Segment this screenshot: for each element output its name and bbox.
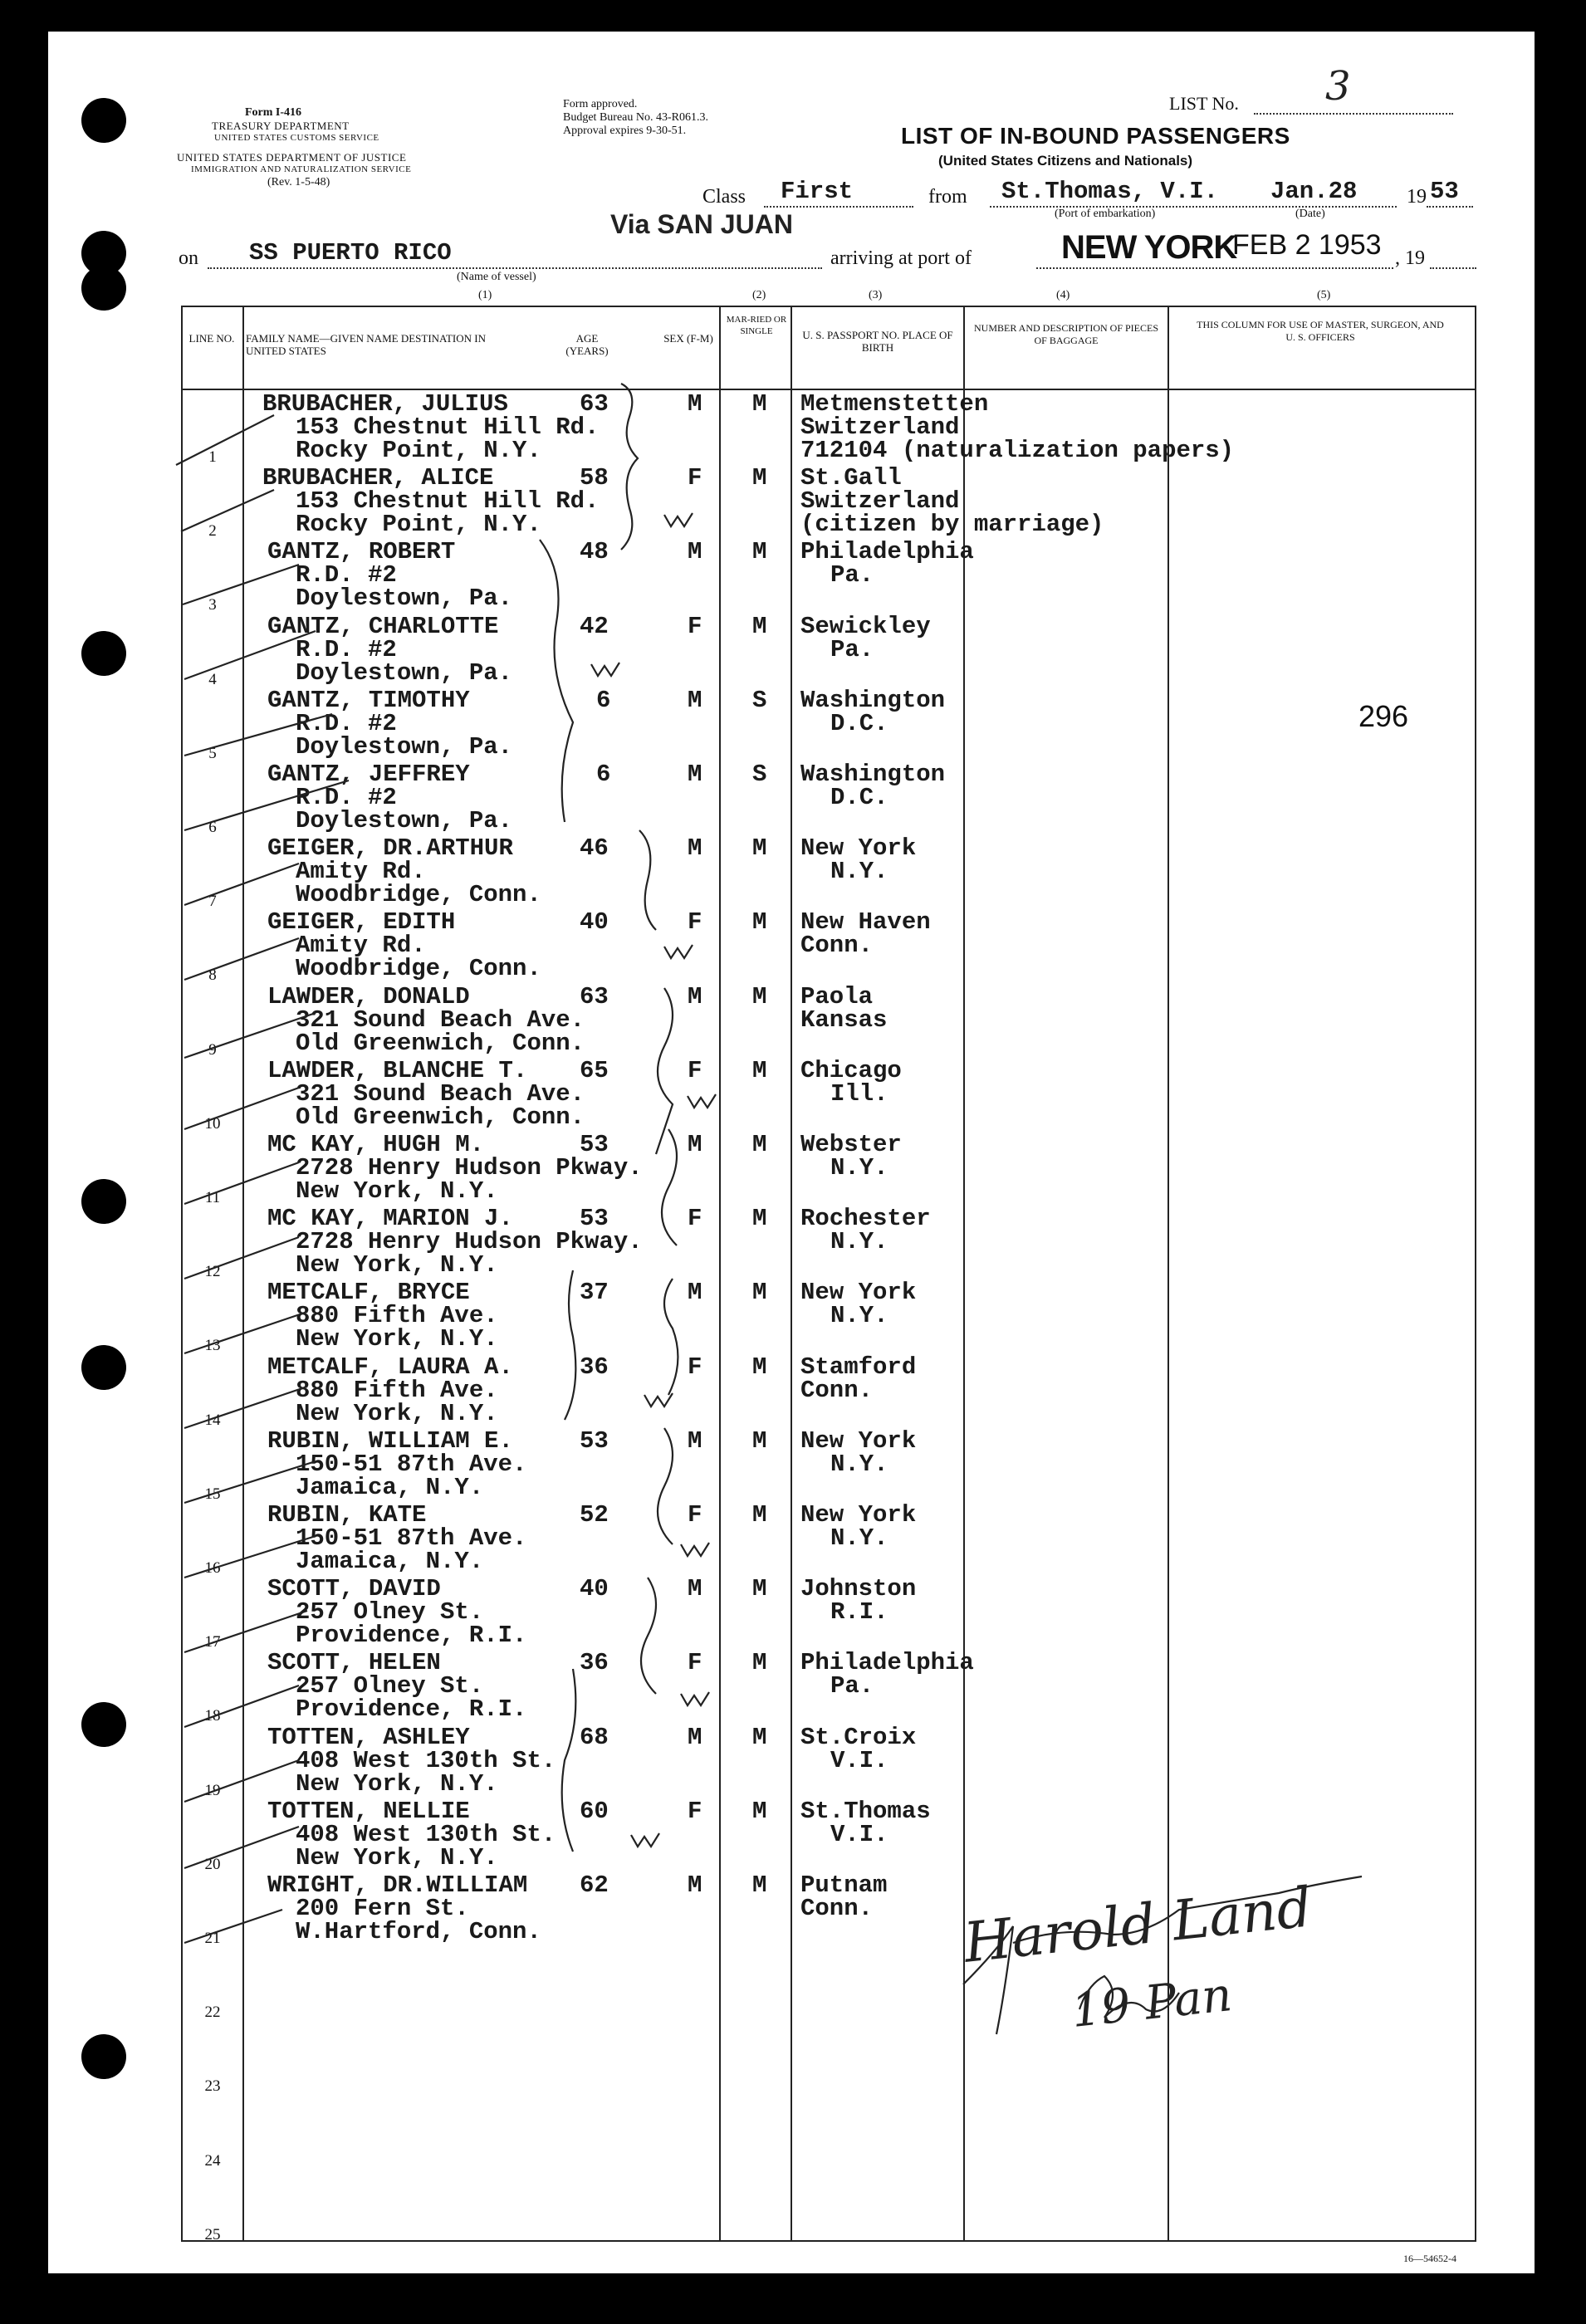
dept-immigration: IMMIGRATION AND NATURALIZATION SERVICE: [191, 164, 412, 174]
place-of-birth: St.Gall: [800, 464, 902, 492]
passenger-name: SCOTT, HELEN: [267, 1649, 441, 1677]
sex: F: [688, 1353, 702, 1381]
line-number: 5: [208, 744, 217, 762]
destination-street: 153 Chestnut Hill Rd.: [296, 413, 600, 441]
destination-city: Jamaica, N.Y.: [296, 1548, 484, 1575]
year2-prefix: , 19: [1395, 247, 1425, 269]
form-number: Form I-416: [245, 106, 302, 119]
line-number: 4: [208, 670, 217, 688]
sex: M: [688, 686, 702, 714]
place-of-birth: Chicago: [800, 1056, 902, 1084]
col-header-officers: THIS COLUMN FOR USE OF MASTER, SURGEON, AND U. S. OFFICERS: [1197, 319, 1444, 343]
place-of-birth-region: Pa.: [830, 561, 874, 590]
sex: F: [688, 612, 702, 640]
destination-street: 257 Olney St.: [296, 1672, 484, 1700]
sex: M: [688, 1131, 702, 1158]
destination-city: Jamaica, N.Y.: [296, 1473, 484, 1501]
marital-status: S: [752, 761, 767, 788]
sex: F: [688, 1205, 702, 1233]
form-subtitle: (United States Citizens and Nationals): [938, 153, 1193, 169]
embark-date: Jan.28: [1270, 178, 1358, 205]
port-of-embarkation: St.Thomas, V.I.: [1001, 178, 1219, 205]
embark-year: 53: [1430, 178, 1459, 205]
place-of-birth-region: Conn.: [800, 1895, 874, 1922]
destination-city: Providence, R.I.: [296, 1622, 527, 1650]
sex: M: [688, 390, 702, 418]
sex: M: [688, 1575, 702, 1603]
sex: M: [688, 1426, 702, 1455]
place-of-birth-region: Switzerland: [800, 487, 960, 516]
destination-city: New York, N.Y.: [296, 1769, 498, 1798]
line-number: 13: [204, 1337, 221, 1355]
destination-street: 2728 Henry Hudson Pkway.: [296, 1228, 643, 1256]
age: 6: [596, 686, 611, 714]
destination-street: R.D. #2: [296, 784, 397, 811]
dept-treasury: TREASURY DEPARTMENT: [212, 120, 350, 132]
list-no-label: LIST No.: [1169, 93, 1239, 114]
destination-street: Amity Rd.: [296, 858, 426, 886]
place-of-birth: New York: [800, 1501, 917, 1529]
place-of-birth: Washington: [800, 761, 946, 788]
line-number: 17: [204, 1633, 221, 1651]
arriving-label: arriving at port of: [830, 247, 972, 269]
passenger-name: BRUBACHER, ALICE: [262, 464, 494, 492]
place-of-birth-region: R.I.: [830, 1598, 888, 1627]
line-number: 9: [208, 1040, 217, 1059]
destination-city: New York, N.Y.: [296, 1251, 498, 1279]
age: 65: [580, 1056, 609, 1084]
line-number: 2: [208, 522, 217, 541]
approval-line-1: Form approved.: [563, 98, 638, 110]
age: 63: [580, 390, 609, 418]
col-header-line: LINE NO.: [188, 332, 235, 345]
col-header-passport: U. S. PASSPORT NO. PLACE OF BIRTH: [802, 329, 953, 354]
place-of-birth-region: N.Y.: [830, 1450, 888, 1478]
place-of-birth-region: Pa.: [830, 635, 874, 663]
marital-status: M: [752, 834, 767, 863]
col-num-4: (4): [1056, 289, 1070, 301]
col-header-name: FAMILY NAME—GIVEN NAME DESTINATION IN UNITED STATES: [246, 332, 487, 357]
line-number: 21: [204, 1930, 221, 1947]
passenger-name: GANTZ, TIMOTHY: [267, 686, 470, 714]
marital-status: M: [752, 612, 767, 640]
place-of-birth-region: N.Y.: [830, 1302, 888, 1330]
passenger-name: MC KAY, HUGH M.: [267, 1131, 485, 1158]
sex: F: [688, 908, 702, 937]
place-of-birth-region: V.I.: [830, 1746, 888, 1774]
marital-status: M: [752, 1056, 767, 1084]
marital-status: M: [752, 1279, 767, 1307]
col-num-5: (5): [1317, 289, 1331, 301]
destination-street: 321 Sound Beach Ave.: [296, 1079, 585, 1108]
line-number: 16: [204, 1559, 221, 1577]
approval-line-2: Budget Bureau No. 43-R061.3.: [563, 111, 708, 124]
line-number: 19: [204, 1781, 221, 1799]
age: 6: [596, 761, 611, 788]
passenger-name: SCOTT, DAVID: [267, 1575, 441, 1603]
line-number: 12: [204, 1263, 221, 1281]
dept-customs: UNITED STATES CUSTOMS SERVICE: [214, 133, 379, 143]
place-of-birth-region: N.Y.: [830, 1154, 888, 1182]
line-number: 18: [204, 1707, 221, 1725]
place-of-birth-region: N.Y.: [830, 858, 888, 886]
marital-status: M: [752, 390, 767, 418]
place-of-birth: Sewickley: [800, 612, 931, 640]
marital-status: M: [752, 1871, 767, 1899]
arrival-date-stamp: FEB 2 1953: [1232, 229, 1382, 261]
line-number: 15: [204, 1485, 221, 1503]
line-number: 6: [208, 819, 217, 836]
destination-city: New York, N.Y.: [296, 1177, 498, 1205]
passenger-name: TOTTEN, ASHLEY: [267, 1723, 470, 1751]
marital-status: M: [752, 1131, 767, 1158]
col-num-1: (1): [478, 289, 492, 301]
age: 36: [580, 1649, 609, 1677]
col-num-3: (3): [869, 289, 883, 301]
marital-status: M: [752, 1797, 767, 1825]
date-caption: (Date): [1295, 208, 1325, 220]
passenger-name: LAWDER, BLANCHE T.: [267, 1056, 528, 1084]
place-of-birth: Metmenstetten: [800, 390, 989, 418]
signature-date: 19 Pan: [1069, 1968, 1235, 2038]
arrival-port: NEW YORK: [1061, 229, 1237, 266]
year-prefix: 19: [1407, 186, 1427, 208]
passenger-name: LAWDER, DONALD: [267, 982, 470, 1010]
list-number: 3: [1325, 63, 1351, 110]
passenger-name: MC KAY, MARION J.: [267, 1205, 513, 1233]
place-of-birth-region: D.C.: [830, 784, 888, 811]
class-value: First: [781, 178, 854, 205]
sex: M: [688, 761, 702, 788]
marital-status: M: [752, 908, 767, 937]
line-number: 25: [204, 2225, 221, 2243]
destination-street: 153 Chestnut Hill Rd.: [296, 487, 600, 516]
place-of-birth: Putnam: [800, 1871, 888, 1899]
place-of-birth-region: V.I.: [830, 1820, 888, 1848]
place-of-birth-region: Pa.: [830, 1672, 874, 1700]
age: 62: [580, 1871, 609, 1899]
age: 40: [580, 908, 609, 937]
place-of-birth: New York: [800, 834, 917, 863]
marital-status: M: [752, 1501, 767, 1529]
destination-street: 150-51 87th Ave.: [296, 1524, 527, 1552]
margin-number: 296: [1358, 699, 1409, 733]
place-of-birth: New York: [800, 1279, 917, 1307]
passenger-name: RUBIN, WILLIAM E.: [267, 1426, 513, 1455]
destination-street: 2728 Henry Hudson Pkway.: [296, 1154, 643, 1182]
line-number: 20: [204, 1855, 221, 1873]
marital-status: M: [752, 464, 767, 492]
port-embark-caption: (Port of embarkation): [1055, 208, 1156, 220]
col-header-married: MAR-RIED OR SINGLE: [726, 315, 787, 336]
from-label: from: [928, 186, 967, 208]
age: 53: [580, 1426, 609, 1455]
passport-note: 712104 (naturalization papers): [800, 437, 1235, 464]
marital-status: M: [752, 982, 767, 1010]
place-of-birth-region: Conn.: [800, 932, 874, 960]
passenger-name: GANTZ, CHARLOTTE: [267, 612, 499, 640]
place-of-birth: Washington: [800, 686, 946, 714]
passenger-name: WRIGHT, DR.WILLIAM: [267, 1871, 528, 1899]
passenger-name: BRUBACHER, JULIUS: [262, 390, 508, 418]
place-of-birth: Stamford: [800, 1353, 917, 1381]
destination-street: 257 Olney St.: [296, 1598, 484, 1627]
age: 53: [580, 1205, 609, 1233]
age: 46: [580, 834, 609, 863]
place-of-birth: St.Thomas: [800, 1797, 931, 1825]
destination-street: 880 Fifth Ave.: [296, 1302, 498, 1330]
passenger-name: GANTZ, ROBERT: [267, 538, 456, 566]
col-header-age: AGE (YEARS): [565, 332, 609, 357]
sex: F: [688, 1797, 702, 1825]
place-of-birth-region: Ill.: [830, 1079, 888, 1108]
destination-street: R.D. #2: [296, 709, 397, 737]
passenger-name: GANTZ, JEFFREY: [267, 761, 470, 788]
on-label: on: [179, 247, 198, 269]
destination-city: Rocky Point, N.Y.: [296, 511, 541, 539]
col-header-baggage: NUMBER AND DESCRIPTION OF PIECES OF BAGGAGE: [973, 322, 1159, 346]
destination-city: New York, N.Y.: [296, 1325, 498, 1353]
destination-city: New York, N.Y.: [296, 1399, 498, 1427]
place-of-birth: New Haven: [800, 908, 931, 937]
destination-city: Doylestown, Pa.: [296, 807, 513, 834]
marital-status: M: [752, 1649, 767, 1677]
col-header-sex: SEX (F-M): [663, 332, 713, 345]
passenger-name: TOTTEN, NELLIE: [267, 1797, 470, 1825]
age: 68: [580, 1723, 609, 1751]
age: 53: [580, 1131, 609, 1158]
destination-city: Doylestown, Pa.: [296, 585, 513, 613]
line-number: 14: [204, 1411, 221, 1429]
line-number: 24: [204, 2151, 221, 2170]
passenger-name: METCALF, LAURA A.: [267, 1353, 513, 1381]
marital-status: M: [752, 1205, 767, 1233]
destination-street: R.D. #2: [296, 635, 397, 663]
line-number: 23: [204, 2077, 221, 2096]
form-revision: (Rev. 1-5-48): [267, 176, 330, 188]
vessel-name: SS PUERTO RICO: [249, 239, 452, 267]
line-number: 22: [204, 2004, 221, 2022]
age: 37: [580, 1279, 609, 1307]
sex: F: [688, 1056, 702, 1084]
destination-street: 880 Fifth Ave.: [296, 1376, 498, 1404]
destination-street: Amity Rd.: [296, 932, 426, 960]
marital-status: M: [752, 1426, 767, 1455]
passenger-name: GEIGER, EDITH: [267, 908, 456, 937]
age: 42: [580, 612, 609, 640]
sex: F: [688, 1649, 702, 1677]
destination-city: Woodbridge, Conn.: [296, 881, 541, 909]
vessel-caption: (Name of vessel): [457, 271, 536, 283]
via-stamp: Via SAN JUAN: [610, 209, 793, 239]
passenger-name: RUBIN, KATE: [267, 1501, 427, 1529]
destination-city: Rocky Point, N.Y.: [296, 437, 541, 464]
place-of-birth: New York: [800, 1426, 917, 1455]
destination-street: 150-51 87th Ave.: [296, 1450, 527, 1478]
passport-note: (citizen by marriage): [800, 511, 1104, 539]
place-of-birth-region: Switzerland: [800, 413, 960, 441]
place-of-birth-region: N.Y.: [830, 1524, 888, 1552]
place-of-birth-region: N.Y.: [830, 1228, 888, 1256]
destination-city: Doylestown, Pa.: [296, 732, 513, 761]
destination-city: Providence, R.I.: [296, 1695, 527, 1724]
age: 60: [580, 1797, 609, 1825]
place-of-birth: Webster: [800, 1131, 902, 1158]
sex: M: [688, 538, 702, 566]
destination-city: New York, N.Y.: [296, 1843, 498, 1871]
sex: M: [688, 982, 702, 1010]
destination-city: W.Hartford, Conn.: [296, 1918, 541, 1945]
approval-line-3: Approval expires 9-30-51.: [563, 125, 687, 137]
line-number: 1: [208, 448, 217, 466]
sex: M: [688, 834, 702, 863]
age: 48: [580, 538, 609, 566]
destination-city: Woodbridge, Conn.: [296, 955, 541, 983]
destination-street: 408 West 130th St.: [296, 1820, 556, 1848]
marital-status: M: [752, 538, 767, 566]
footer-code: 16—54652-4: [1403, 2253, 1456, 2264]
place-of-birth-region: D.C.: [830, 709, 888, 737]
dept-justice: UNITED STATES DEPARTMENT OF JUSTICE: [177, 151, 407, 164]
destination-city: Doylestown, Pa.: [296, 658, 513, 687]
marital-status: M: [752, 1353, 767, 1381]
sex: F: [688, 464, 702, 492]
destination-street: 408 West 130th St.: [296, 1746, 556, 1774]
age: 63: [580, 982, 609, 1010]
age: 40: [580, 1575, 609, 1603]
place-of-birth: Philadelphia: [800, 1649, 974, 1677]
place-of-birth: Rochester: [800, 1205, 931, 1233]
destination-street: R.D. #2: [296, 561, 397, 590]
passenger-name: METCALF, BRYCE: [267, 1279, 470, 1307]
place-of-birth: St.Croix: [800, 1723, 917, 1751]
place-of-birth: Johnston: [800, 1575, 917, 1603]
line-number: 7: [208, 893, 217, 911]
line-number: 10: [204, 1114, 221, 1133]
place-of-birth-region: Conn.: [800, 1376, 874, 1404]
marital-status: S: [752, 686, 767, 714]
destination-street: 200 Fern St.: [296, 1895, 469, 1922]
sex: F: [688, 1501, 702, 1529]
class-label: Class: [702, 186, 746, 208]
col-num-2: (2): [752, 289, 766, 301]
marital-status: M: [752, 1575, 767, 1603]
destination-city: Old Greenwich, Conn.: [296, 1103, 585, 1131]
form-title: LIST OF IN-BOUND PASSENGERS: [901, 123, 1290, 149]
sex: M: [688, 1279, 702, 1307]
line-number: 3: [208, 596, 217, 614]
sex: M: [688, 1723, 702, 1751]
place-of-birth: Philadelphia: [800, 538, 974, 566]
place-of-birth: Paola: [800, 982, 874, 1010]
age: 58: [580, 464, 609, 492]
destination-city: Old Greenwich, Conn.: [296, 1029, 585, 1057]
age: 52: [580, 1501, 609, 1529]
marital-status: M: [752, 1723, 767, 1751]
age: 36: [580, 1353, 609, 1381]
sex: M: [688, 1871, 702, 1899]
place-of-birth-region: Kansas: [800, 1005, 888, 1034]
passenger-name: GEIGER, DR.ARTHUR: [267, 834, 513, 863]
line-number: 8: [208, 966, 217, 985]
destination-street: 321 Sound Beach Ave.: [296, 1005, 585, 1034]
signature: Harold Land: [961, 1875, 1315, 1975]
line-number: 11: [204, 1189, 221, 1206]
